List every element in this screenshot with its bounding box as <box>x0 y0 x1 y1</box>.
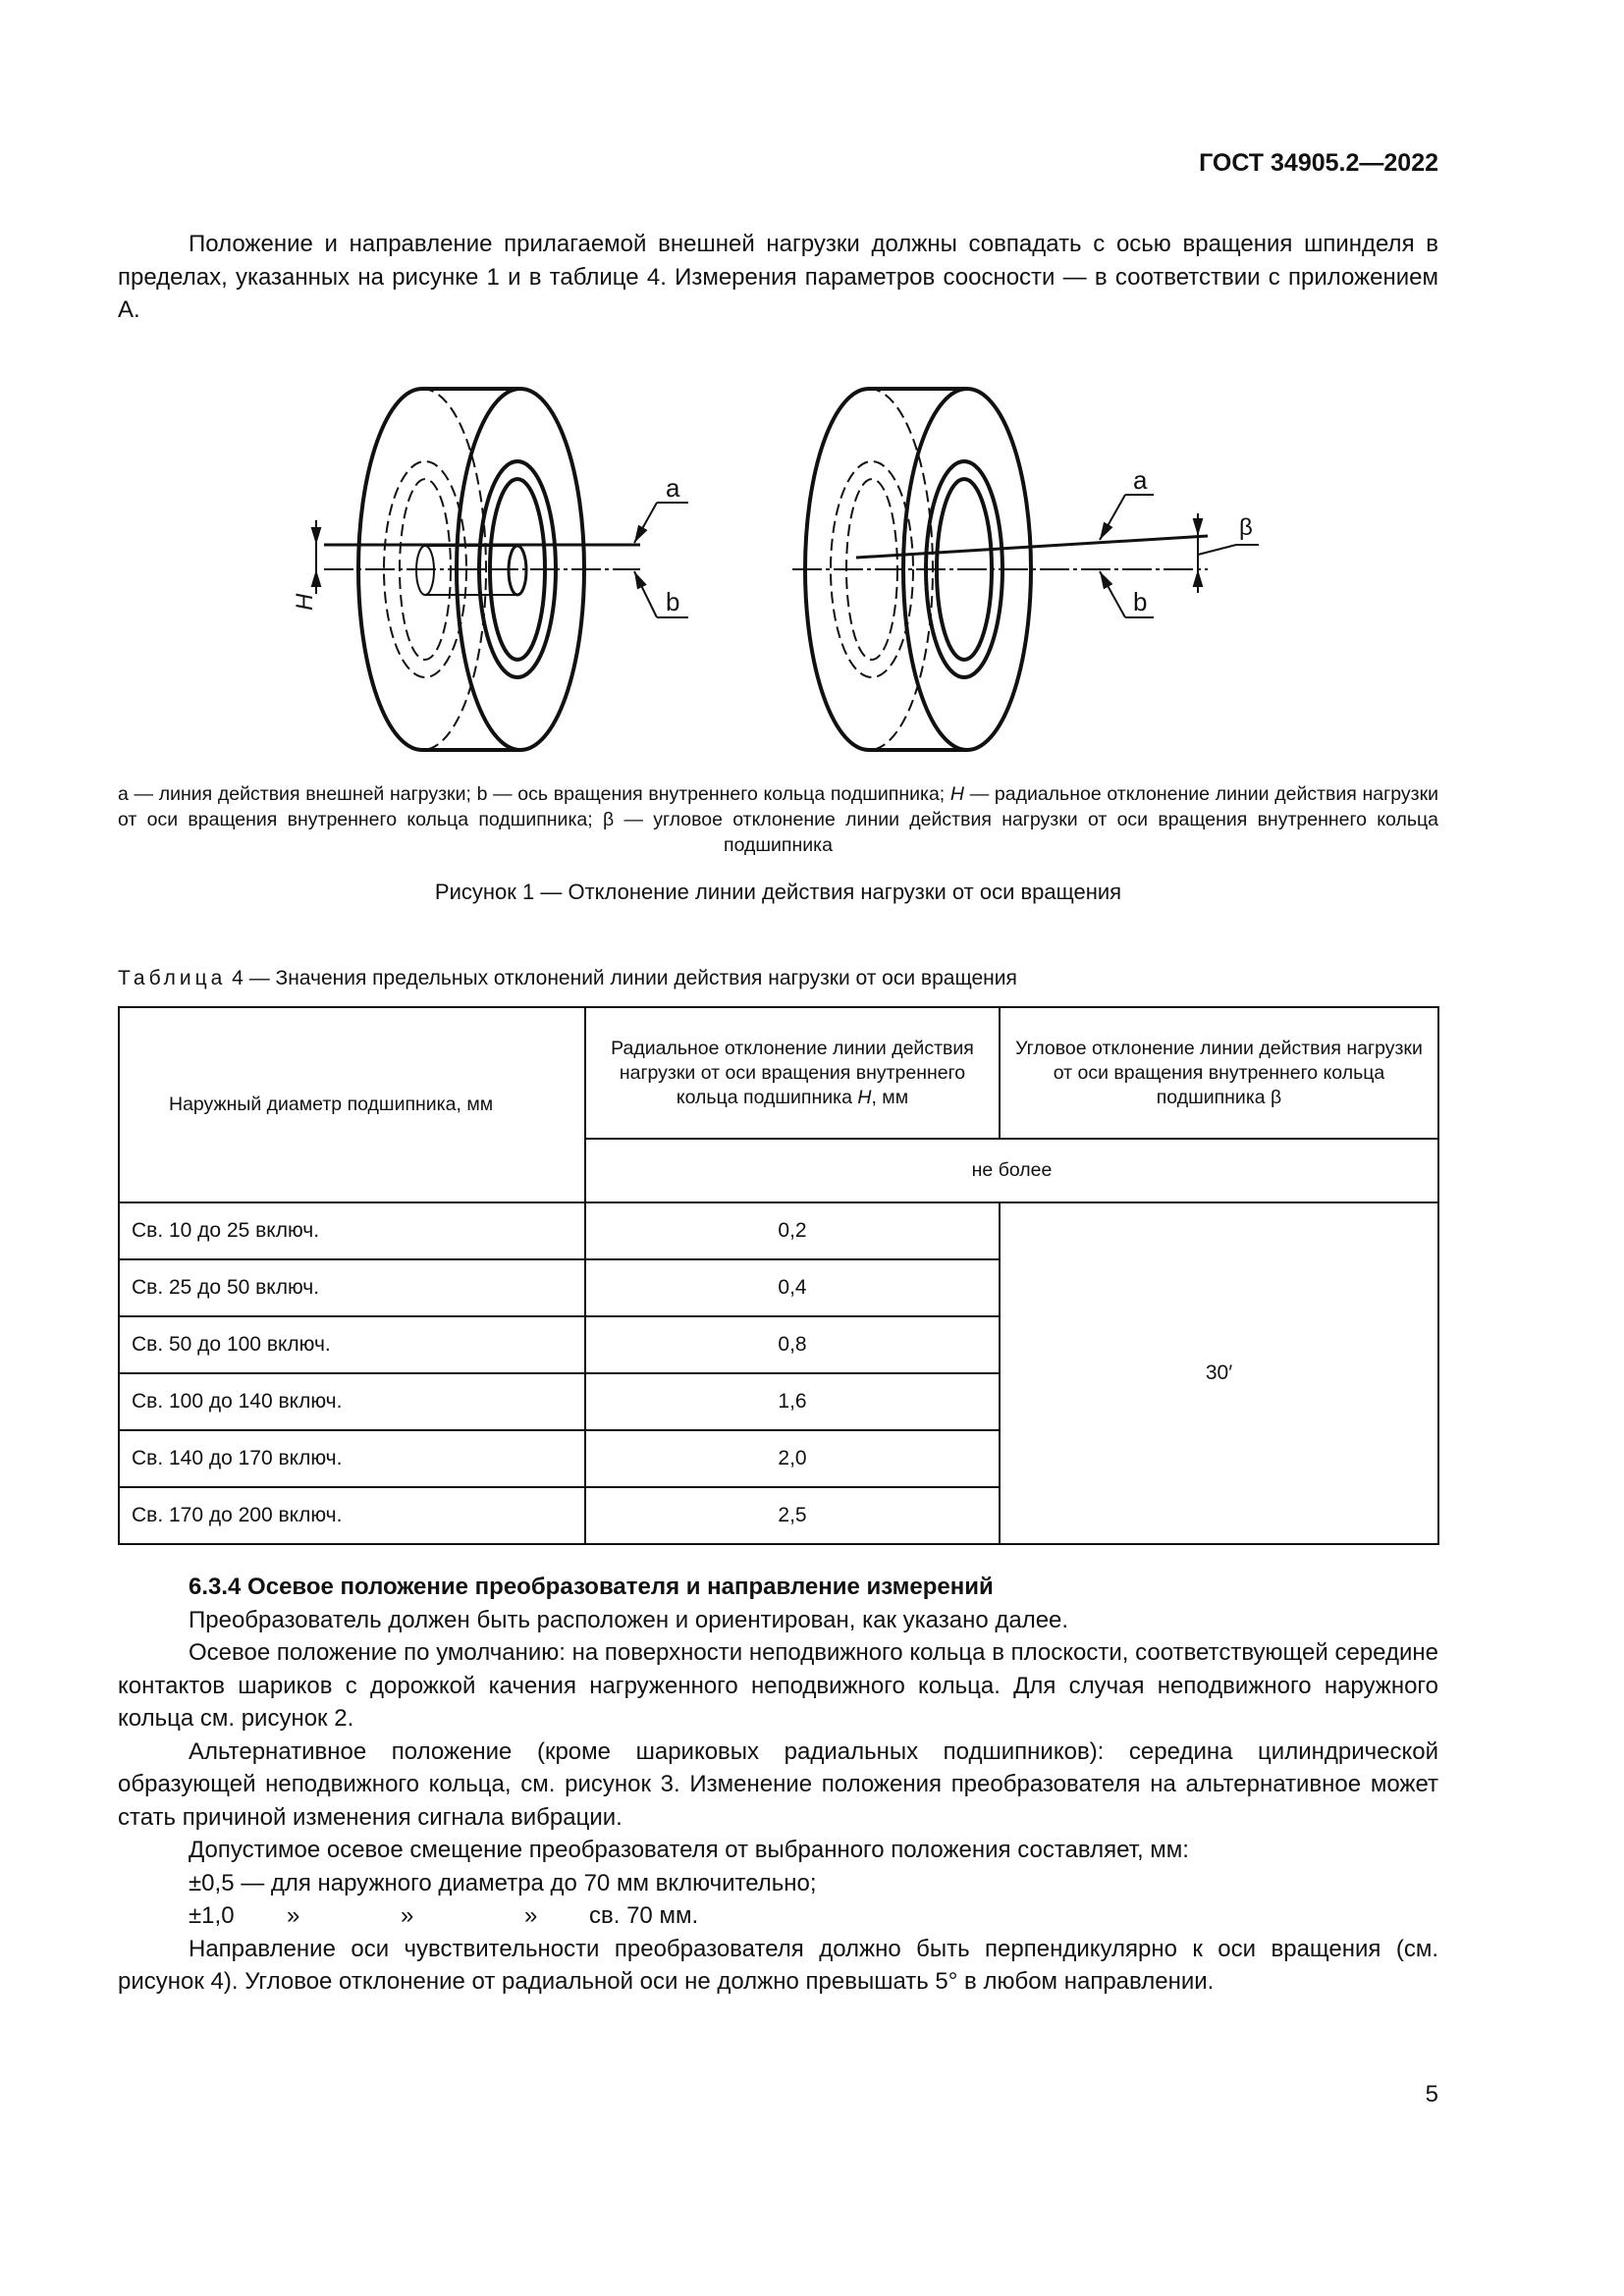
header-text: Радиальное отклонение линии действия нагрузки от оси вращения внутреннего кольца подшипника <box>611 1037 974 1108</box>
cell-diameter: Св. 25 до 50 включ. <box>119 1259 585 1316</box>
table-4 <box>118 1006 1439 1545</box>
paragraph: ±0,5 — для наружного диаметра до 70 мм включительно; <box>189 1869 817 1896</box>
legend-H: H <box>949 783 964 805</box>
cell-radial: 2,0 <box>585 1430 1000 1487</box>
table-caption-word: Таблица <box>118 967 227 989</box>
intro-paragraph: Положение и направление прилагаемой внешней нагрузки должны совпадать с осью вращения шпинделя в пределах, указанных на рисунке 1 и в таблице 4. Измерения параметров соосности — в соответствии с приложением А. <box>118 231 1438 323</box>
cell-radial: 0,2 <box>585 1202 1000 1259</box>
paragraph: Преобразователь должен быть расположен и ориентирован, как указано далее. <box>189 1606 1069 1633</box>
col-header-diameter: Наружный диаметр подшипника, мм <box>119 1007 585 1202</box>
col-header-radial <box>585 1007 1000 1139</box>
cell-diameter: Св. 100 до 140 включ. <box>119 1373 585 1430</box>
figure-1-drawing <box>0 0 1624 785</box>
legend-text: — радиальное отклонение линии действия нагрузки от оси вращения внутреннего кольца подшипника; β — угловое отклонение линии действия нагрузки от оси вращения внутреннего кольца подшипника <box>118 783 1438 856</box>
cell-angular: 30′ <box>1000 1202 1438 1544</box>
label-a-right: a <box>1133 465 1148 495</box>
col-header-angular: Угловое отклонение линии действия нагрузки от оси вращения внутреннего кольца подшипника β <box>1000 1007 1438 1139</box>
cell-radial: 2,5 <box>585 1487 1000 1544</box>
paragraph: Осевое положение по умолчанию: на поверхности неподвижного кольца в плоскости, соответствующей середине контактов шариков с дорожкой качения нагруженного неподвижного кольца. Для случая неподвижного наружного кольца см. рисунок 2. <box>118 1639 1438 1732</box>
figure-title: Рисунок 1 — Отклонение линии действия нагрузки от оси вращения <box>434 880 1122 904</box>
cell-radial: 0,8 <box>585 1316 1000 1373</box>
label-beta: β <box>1239 514 1253 541</box>
ditto-mark: » <box>401 1902 414 1929</box>
label-a-left: a <box>666 473 680 503</box>
offset-value: ±1,0 <box>189 1902 235 1929</box>
cell-diameter: Св. 50 до 100 включ. <box>119 1316 585 1373</box>
offset-tail: св. 70 мм. <box>589 1902 699 1929</box>
figure-legend <box>118 781 1438 858</box>
label-b-left: b <box>666 587 680 616</box>
cell-diameter: Св. 170 до 200 включ. <box>119 1487 585 1544</box>
paragraph: Направление оси чувствительности преобразователя должно быть перпендикулярно к оси вращения (см. рисунок 4). Угловое отклонение от радиальной оси не должно превышать 5° в любом направлении. <box>118 1935 1438 1995</box>
paragraph: Альтернативное положение (кроме шариковых радиальных подшипников): середина цилиндрической образующей неподвижного кольца, см. рисунок 3. Изменение положения преобразователя на альтернативное может стать причиной изменения сигнала вибрации. <box>118 1737 1438 1831</box>
table-row <box>119 1202 1438 1259</box>
cell-diameter: Св. 10 до 25 включ. <box>119 1202 585 1259</box>
section-body <box>118 1571 1438 1999</box>
legend-text: a — линия действия внешней нагрузки; b — ось вращения внутреннего кольца подшипника; <box>118 783 950 805</box>
table-caption-text: 4 — Значения предельных отклонений линии действия нагрузки от оси вращения <box>226 967 1017 989</box>
cell-diameter: Св. 140 до 170 включ. <box>119 1430 585 1487</box>
section-heading: 6.3.4 Осевое положение преобразователя и направление измерений <box>189 1574 994 1600</box>
offset-line <box>118 1899 1438 1933</box>
ditto-mark: » <box>287 1902 300 1929</box>
cell-radial: 0,4 <box>585 1259 1000 1316</box>
cell-radial: 1,6 <box>585 1373 1000 1430</box>
document-header: ГОСТ 34905.2—2022 <box>1199 149 1438 177</box>
table-caption <box>118 967 1017 990</box>
header-H: H <box>857 1086 872 1108</box>
paragraph: Допустимое осевое смещение преобразователя от выбранного положения составляет, мм: <box>189 1837 1189 1863</box>
header-text: , мм <box>871 1086 909 1108</box>
ditto-mark: » <box>524 1902 538 1929</box>
page-number: 5 <box>1425 2081 1438 2108</box>
label-H: H <box>292 593 318 611</box>
label-b-right: b <box>1133 587 1148 616</box>
bearing-left-shaft <box>316 503 688 617</box>
subheader-not-more: не более <box>585 1139 1438 1202</box>
